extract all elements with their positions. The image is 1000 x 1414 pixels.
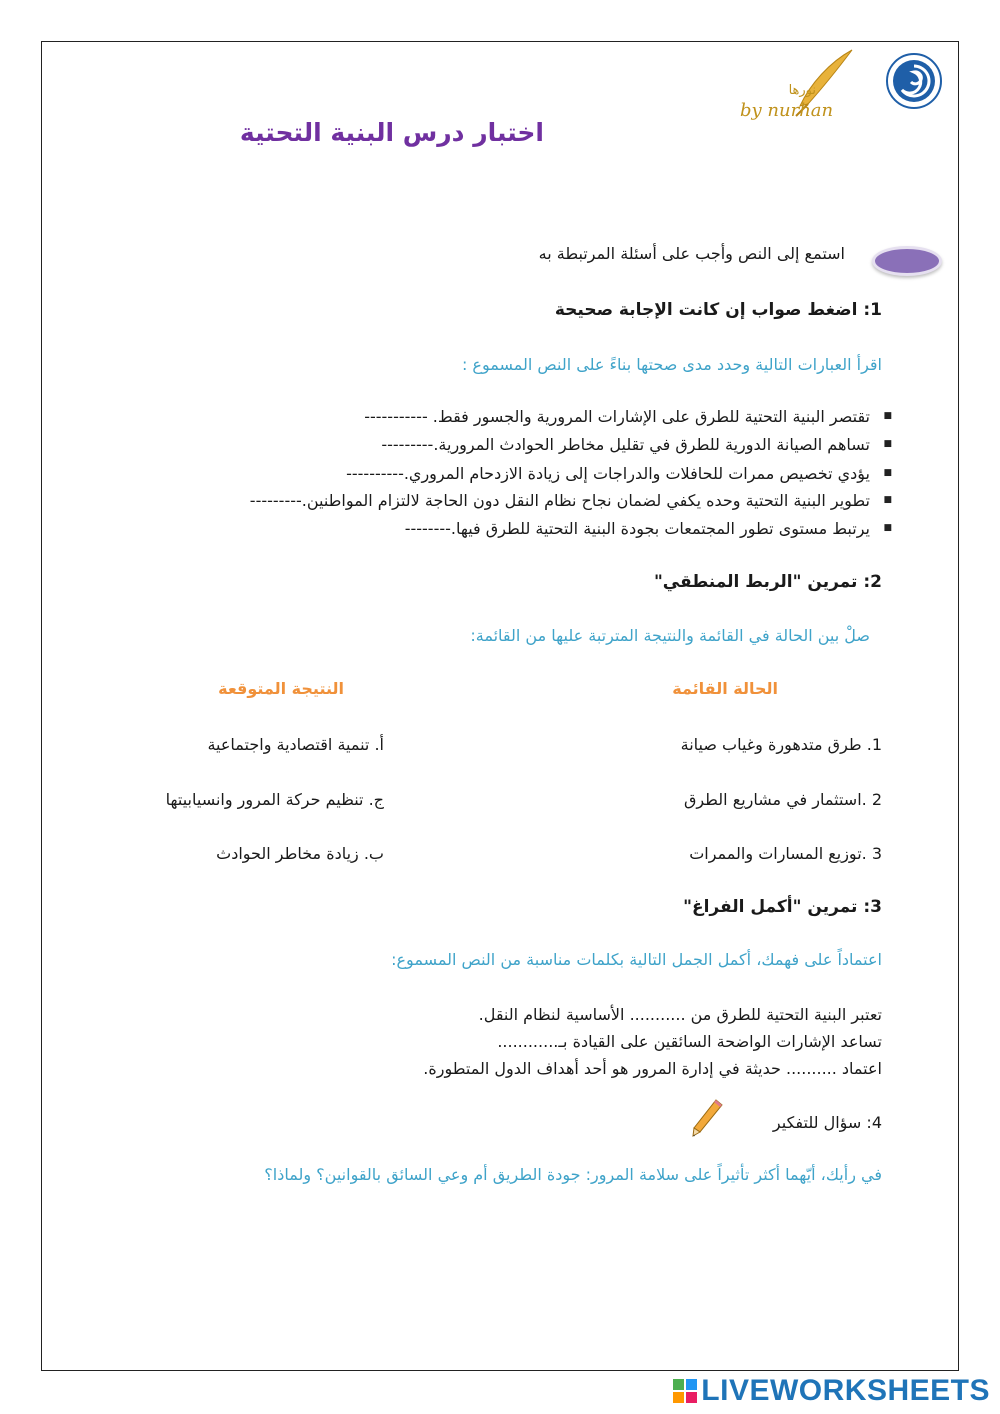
statement-item[interactable]: ■ تقتصر البنية التحتية للطرق على الإشارات المرورية والجسور فقط. -----------: [364, 407, 870, 426]
q3-heading: 3: تمرين "أكمل الفراغ": [683, 897, 882, 917]
fill-blank-line[interactable]: تساعد الإشارات الواضحة السائقين على القيادة بـ............: [497, 1032, 882, 1051]
statement-item[interactable]: ■ يرتبط مستوى تطور المجتمعات بجودة البنية التحتية للطرق فيها.--------: [405, 519, 870, 538]
q3-instruction: اعتماداً على فهمك، أكمل الجمل التالية بكلمات مناسبة من النص المسموع:: [391, 950, 882, 969]
signature-logo-icon: [730, 44, 860, 124]
statement-item[interactable]: ■ تساهم الصيانة الدورية للطرق في تقليل مخاطر الحوادث المرورية.---------: [381, 435, 870, 454]
q2-instruction: صلْ بين الحالة في القائمة والنتيجة المترتبة عليها من القائمة:: [470, 626, 870, 645]
audio-play-button[interactable]: [872, 246, 942, 276]
statement-item[interactable]: ■ يؤدي تخصيص ممرات للحافلات والدراجات إلى زيادة الازدحام المروري.----------: [346, 464, 870, 483]
match-case-item[interactable]: 1. طرق متدهورة وغياب صيانة: [680, 735, 882, 754]
listen-instruction: استمع إلى النص وأجب على أسئلة المرتبطة به: [538, 244, 845, 263]
signature-arabic: نورها: [788, 83, 816, 98]
match-result-item[interactable]: أ. تنمية اقتصادية واجتماعية: [207, 735, 384, 754]
match-case-item[interactable]: 3 .توزيع المسارات والممرات: [689, 844, 882, 863]
pencil-icon: [690, 1098, 724, 1138]
column-heading-case: الحالة القائمة: [672, 679, 778, 698]
school-logo-icon: [885, 52, 943, 110]
q1-heading: 1: اضغط صواب إن كانت الإجابة صحيحة: [554, 300, 882, 320]
match-case-item[interactable]: 2 .استثمار في مشاريع الطرق: [683, 790, 882, 809]
footer-brand-text: LIVEWORKSHEETS: [701, 1374, 990, 1407]
signature-text: by nurhan: [740, 100, 834, 121]
q1-instruction: اقرأ العبارات التالية وحدد مدى صحتها بناءً على النص المسموع :: [461, 355, 882, 374]
match-result-item[interactable]: ب. زيادة مخاطر الحوادث: [216, 844, 384, 863]
match-result-item[interactable]: ج. تنظيم حركة المرور وانسيابيتها: [165, 790, 384, 809]
footer-brand: [673, 1374, 990, 1408]
fill-blank-line[interactable]: اعتماد .......... حديثة في إدارة المرور هو أحد أهداف الدول المتطورة.: [423, 1059, 882, 1078]
fill-blank-line[interactable]: تعتبر البنية التحتية للطرق من ........... الأساسية لنظام النقل.: [478, 1005, 882, 1024]
q2-heading: 2: تمرين "الربط المنطقي": [653, 572, 882, 592]
page-title: اختبار درس البنية التحتية: [239, 118, 544, 147]
statement-item[interactable]: ■ تطوير البنية التحتية وحده يكفي لضمان نجاح نظام النقل دون الحاجة لالتزام المواطنين.---------: [250, 491, 870, 510]
column-heading-result: النتيجة المتوقعة: [218, 679, 344, 698]
liveworksheets-logo-icon: [673, 1379, 697, 1403]
q4-question: في رأيك، أيّهما أكثر تأثيراً على سلامة المرور: جودة الطريق أم وعي السائق بالقوانين؟ ولماذا؟: [264, 1165, 882, 1184]
q4-heading: 4: سؤال للتفكير: [772, 1113, 882, 1132]
